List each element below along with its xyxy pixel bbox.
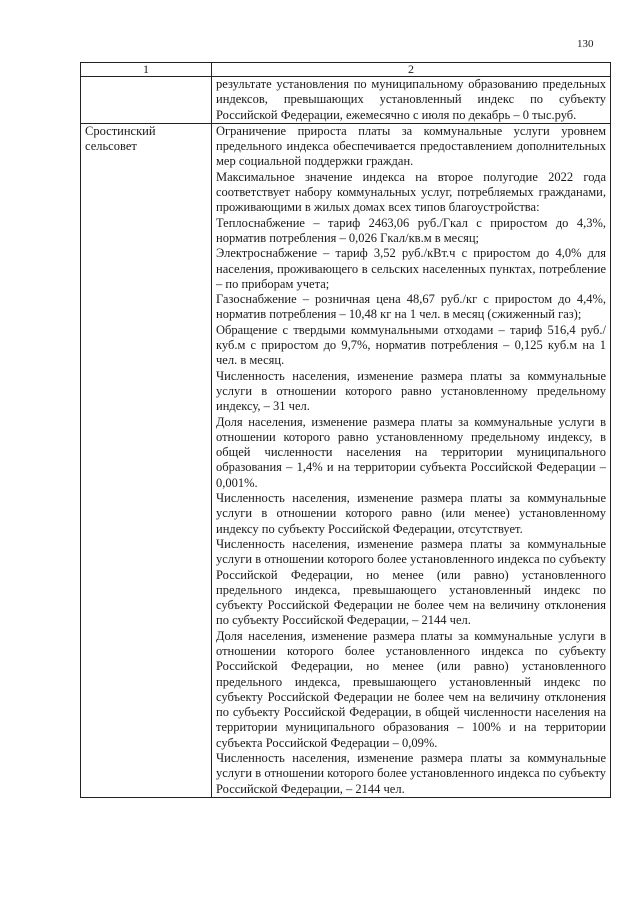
page-number: 130 (577, 38, 594, 50)
paragraph: Обращение с твердыми коммунальными отходами – тариф 516,4 руб./куб.м с приростом до 9,7%, норматив потребления – 0,125 куб.м на 1 чел. в месяц. (216, 322, 606, 368)
paragraph: Численность населения, изменение размера платы за коммунальные услуги в отношении которого равно (или менее) установленному индексу по субъекту Российской Федерации, отсутствует. (216, 491, 606, 536)
paragraph: Теплоснабжение – тариф 2463,06 руб./Гкал с приростом до 4,3%, норматив потребления – 0,026 Гкал/кв.м в месяц; (216, 215, 606, 245)
paragraph: Численность населения, изменение размера платы за коммунальные услуги в отношении которого более установленного индекса по субъекту Российской Федерации, – 2144 чел. (216, 751, 606, 796)
table-row (81, 77, 611, 124)
paragraph: Численность населения, изменение размера платы за коммунальные услуги в отношении которого более установленного индекса по субъекту Российской Федерации, но менее (или равно) установленного предельного индекса, превышающего установленный индекс по субъекту Российской Федерации не более чем на величину отклонения по субъекту Российской Федерации, – 2144 чел. (216, 536, 606, 628)
municipality-cell (81, 123, 212, 797)
paragraph: Доля населения, изменение размера платы за коммунальные услуги в отношении которого более установленного индекса по субъекту Российской Федерации, но менее (или равно) установленного предельного индекса, превышающего установленный индекс по субъекту Российской Федерации не более чем на величину отклонения по субъекту Российской Федерации, в общей численности населения на территории муниципального образования – 100% и на территории субъекта Российской Федерации – 0,09%. (216, 628, 606, 750)
paragraph: Ограничение прироста платы за коммунальные услуги уровнем предельного индекса обеспечивается предоставлением дополнительных мер социальной поддержки граждан. (216, 123, 606, 169)
column-header-2: 2 (212, 63, 611, 77)
description-cell (212, 123, 611, 797)
table-row (81, 123, 611, 797)
indices-table (80, 62, 611, 798)
description-cell (212, 77, 611, 124)
paragraph: результате установления по муниципальному образованию предельных индексов, превышающих установленный индекс по субъекту Российской Федерации, ежемесячно с июля по декабрь – 0 тыс.руб. (216, 77, 606, 122)
municipality-name-line: Сростинский (85, 123, 156, 138)
paragraph: Максимальное значение индекса на второе полугодие 2022 года соответствует набору коммунальных услуг, потребляемых гражданами, проживающими в жилых домах всех типов благоустройства: (216, 169, 606, 215)
paragraph: Газоснабжение – розничная цена 48,67 руб./кг с приростом до 4,4%, норматив потребления – 10,48 кг на 1 чел. в месяц (сжиженный газ); (216, 292, 606, 322)
paragraph: Численность населения, изменение размера платы за коммунальные услуги в отношении которого равно установленному предельному индексу, – 31 чел. (216, 368, 606, 414)
municipality-name-line: сельсовет (85, 139, 137, 154)
municipality-cell-empty (81, 77, 212, 124)
paragraph: Доля населения, изменение размера платы за коммунальные услуги в отношении которого равно установленному предельному индексу, в общей численности населения на территории муниципального образования – 1,4% и на территории субъекта Российской Федерации – 0,001%. (216, 414, 606, 490)
column-header-1: 1 (81, 63, 212, 77)
paragraph: Электроснабжение – тариф 3,52 руб./кВт.ч с приростом до 4,0% для населения, проживающего в сельских населенных пунктах, потребление – по приборам учета; (216, 246, 606, 291)
table-header-row (81, 63, 611, 77)
